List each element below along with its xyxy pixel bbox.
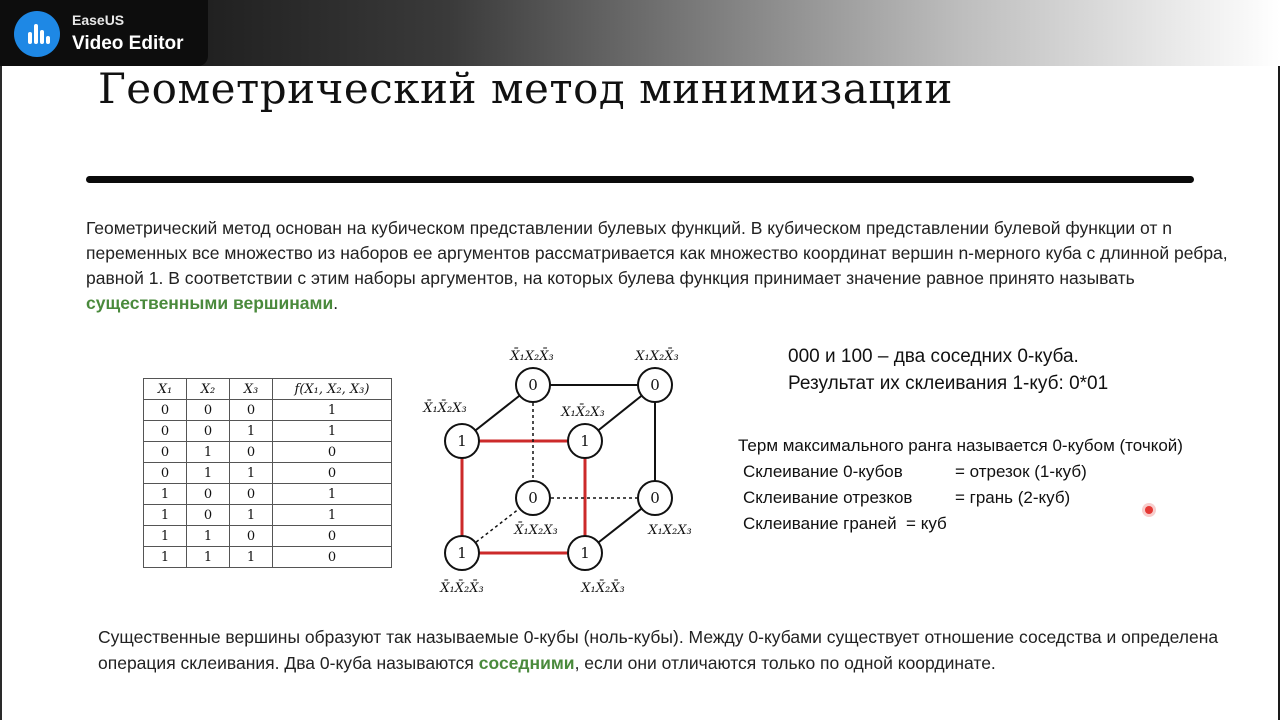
table-row: [144, 484, 392, 505]
table-cell: 0: [144, 463, 187, 484]
table-cell: 0: [144, 400, 187, 421]
table-row: [144, 421, 392, 442]
table-cell: 0: [187, 400, 230, 421]
table-cell: 1: [144, 547, 187, 568]
outro-highlight: соседними: [478, 653, 575, 673]
rank-row-right: = куб: [906, 514, 947, 533]
boolean-cube-diagram: [400, 340, 720, 605]
table-cell: 0: [230, 484, 273, 505]
cube-vertex-v1: [439, 536, 483, 596]
truth-table-header: [144, 379, 392, 400]
table-cell: 0: [273, 442, 392, 463]
table-row: [144, 505, 392, 526]
table-cell: 0: [273, 463, 392, 484]
rank-row: [738, 511, 1183, 537]
cube-vertex-v5: [509, 348, 553, 402]
table-cell: 0: [187, 421, 230, 442]
outro-paragraph: [98, 624, 1248, 676]
table-cell: 1: [230, 505, 273, 526]
table-cell: 1: [273, 421, 392, 442]
vertex-value: 1: [580, 544, 590, 562]
rank-row-left: Склеивание отрезков: [743, 488, 913, 507]
truth-table: [143, 378, 392, 568]
product-name: Video Editor: [72, 33, 184, 54]
vertex-value: 1: [457, 432, 467, 450]
rank-row-left: Склеивание 0-кубов: [743, 462, 903, 481]
vertex-label: X̄₁X₂X₃: [514, 523, 558, 538]
table-cell: 1: [144, 484, 187, 505]
slide-title: Геометрический метод минимизации: [98, 64, 953, 113]
vertex-label: X₁X₂X̄₃: [635, 349, 679, 364]
title-divider: [86, 176, 1194, 183]
vertex-label: X₁X₂X₃: [648, 523, 692, 538]
table-cell: 1: [144, 505, 187, 526]
table-cell: 0: [273, 547, 392, 568]
outro-end: , если они отличаются только по одной координате.: [574, 653, 996, 673]
adjacency-note-line1: 000 и 100 – два соседних 0-куба.: [788, 346, 1079, 367]
table-cell: 0: [230, 526, 273, 547]
rank-row: [738, 485, 1183, 511]
adjacency-note: [788, 343, 1108, 397]
intro-paragraph: [86, 216, 1236, 316]
laser-pointer-dot: [1145, 506, 1153, 514]
table-cell: 0: [144, 421, 187, 442]
table-cell: 1: [273, 505, 392, 526]
vertex-label: X₁X̄₂X̄₃: [581, 581, 625, 596]
header-x3: X₃: [230, 379, 273, 400]
header-f: f(X₁, X₂, X₃): [273, 379, 392, 400]
vertex-label: X̄₁X₂X̄₃: [510, 349, 554, 364]
table-row: [144, 442, 392, 463]
table-cell: 0: [273, 526, 392, 547]
table-cell: 1: [230, 421, 273, 442]
outro-text: Существенные вершины образуют так называемые 0-кубы (ноль-кубы). Между 0-кубами существует отношение соседства и определена операция склеивания. Два 0-куба называются: [98, 627, 1219, 673]
vertex-value: 0: [528, 489, 538, 507]
table-cell: 1: [187, 526, 230, 547]
table-cell: 0: [187, 484, 230, 505]
table-row: [144, 526, 392, 547]
vertex-value: 0: [650, 376, 660, 394]
vertex-value: 1: [457, 544, 467, 562]
vertex-value: 0: [528, 376, 538, 394]
easeus-logo-icon: [14, 11, 60, 57]
table-row: [144, 400, 392, 421]
table-row: [144, 547, 392, 568]
table-cell: 1: [230, 547, 273, 568]
cube-vertex-v6: [634, 348, 678, 402]
table-row: [144, 463, 392, 484]
rank-definitions: [738, 433, 1183, 537]
table-cell: 1: [187, 463, 230, 484]
intro-highlight: существенными вершинами: [86, 293, 334, 313]
table-cell: 0: [230, 400, 273, 421]
brand-name: EaseUS: [72, 12, 125, 28]
cube-vertex-v8: [638, 481, 692, 538]
rank-row-right: = грань (2-куб): [955, 488, 1071, 507]
vertex-label: X̄₁X̄₂X₃: [423, 401, 467, 416]
cube-vertex-v2: [568, 536, 625, 596]
rank-row: [738, 459, 1183, 485]
watermark-badge: [0, 0, 208, 66]
slide-left-border: [0, 66, 2, 720]
table-cell: 1: [187, 547, 230, 568]
adjacency-note-line2: Результат их склеивания 1-куб: 0*01: [788, 373, 1109, 394]
table-cell: 1: [144, 526, 187, 547]
cube-vertex-v4: [560, 404, 604, 458]
table-cell: 1: [273, 484, 392, 505]
vertex-label: X̄₁X̄₂X̄₃: [440, 581, 484, 596]
vertex-value: 1: [580, 432, 590, 450]
intro-end: .: [333, 293, 339, 313]
header-x2: X₂: [187, 379, 230, 400]
rank-heading: Терм максимального ранга называется 0-кубом (точкой): [738, 436, 1183, 455]
table-cell: 0: [144, 442, 187, 463]
rank-row-right: = отрезок (1-куб): [955, 462, 1087, 481]
vertex-value: 0: [650, 489, 660, 507]
table-cell: 0: [187, 505, 230, 526]
vertex-label: X₁X̄₂X₃: [561, 405, 605, 420]
cube-vertex-v3: [422, 400, 479, 458]
table-cell: 0: [230, 442, 273, 463]
table-cell: 1: [273, 400, 392, 421]
table-cell: 1: [187, 442, 230, 463]
intro-text: Геометрический метод основан на кубическом представлении булевых функций. В кубическом представлении булевой функции от n переменных все множество из наборов ее аргументов рассматривается как множество координат вершин n-мерного куба с длинной ребра, равной 1. В соответствии с этим наборы аргументов, на которых булева функция принимает значение равное принято называть: [86, 218, 1228, 288]
cube-vertex-v7: [513, 481, 557, 538]
header-x1: X₁: [144, 379, 187, 400]
table-cell: 1: [230, 463, 273, 484]
rank-row-left: Склеивание граней: [743, 514, 897, 533]
